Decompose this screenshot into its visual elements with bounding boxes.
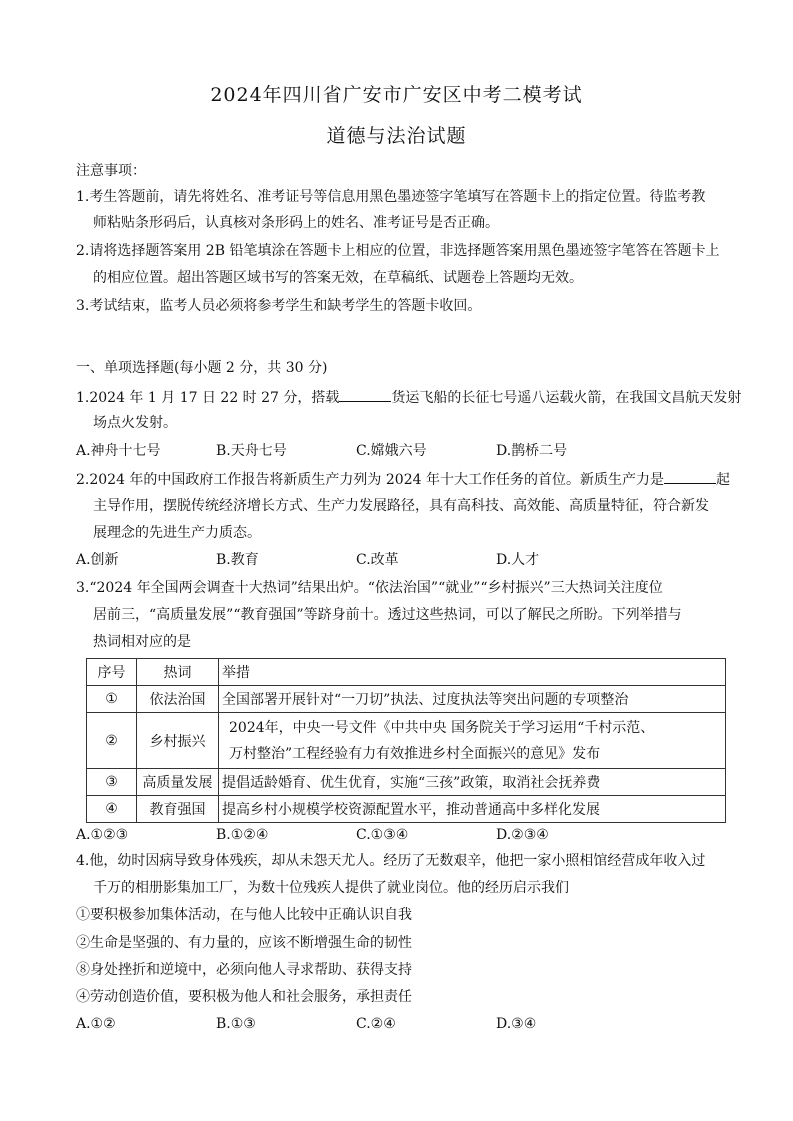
table-cell: 提高乡村小规模学校资源配置水平，推动普通高中多样化发展	[219, 796, 726, 823]
table-row	[87, 769, 726, 796]
table-header-cell: 热词	[137, 659, 219, 686]
table-cell: ②	[87, 713, 137, 769]
option-a[interactable]: A.神舟十七号	[76, 443, 161, 459]
notes-heading: 注意事项：	[76, 163, 146, 179]
question-text: 4.他，幼时因病导致身体残疾，却从未怨天尤人。经历了无数艰辛，他把一家小照相馆经营成年收入过	[76, 853, 706, 869]
table-cell: 全国部署开展针对“一刀切”执法、过度执法等突出问题的专项整治	[219, 686, 726, 713]
option-c[interactable]: C.改革	[356, 552, 399, 568]
table-row	[87, 686, 726, 713]
table-header-row	[87, 659, 726, 686]
question-text: 千万的相册影集加工厂，为数十位残疾人提供了就业岗位。他的经历启示我们	[93, 880, 569, 896]
table-cell	[219, 713, 726, 769]
exam-subtitle: 道德与法治试题	[326, 125, 467, 147]
section-heading: 一、单项选择题(每小题 2 分，共 30 分)	[76, 360, 328, 376]
table-header-cell: 序号	[87, 659, 137, 686]
option-b[interactable]: B.教育	[216, 552, 259, 568]
statement-item: ①要积极参加集体活动，在与他人比较中正确认识自我	[76, 907, 412, 923]
table-cell: 高质量发展	[137, 769, 219, 796]
table-cell: 提倡适龄婚育、优生优育，实施“三孩”政策，取消社会抚养费	[219, 769, 726, 796]
table-row	[87, 796, 726, 823]
exam-title: 2024年四川省广安市广安区中考二模考试	[210, 84, 583, 106]
option-d[interactable]: D.人才	[496, 552, 540, 568]
table-cell: ①	[87, 686, 137, 713]
table-cell: 教育强国	[137, 796, 219, 823]
table-cell-line: 2024年，中央一号文件《中共中央 国务院关于学习运用“千村示范、	[229, 719, 655, 736]
question-text	[76, 469, 730, 490]
option-b[interactable]: B.①②④	[216, 827, 269, 843]
question-text: 3.“2024 年全国两会调查十大热词”结果出炉。“依法治国”“就业”“乡村振兴”三大热词关注度位	[76, 580, 663, 596]
option-b[interactable]: B.天舟七号	[216, 443, 287, 459]
option-a[interactable]: A.①②	[76, 1016, 116, 1032]
option-d[interactable]: D.②③④	[496, 827, 549, 843]
question-text-part: 货运飞船的长征七号遥八运载火箭，在我国文昌航天发射	[391, 390, 742, 406]
answer-blank	[664, 469, 716, 484]
statement-item: ④劳动创造价值，要积极为他人和社会服务，承担责任	[76, 989, 412, 1005]
question-text-part: 起	[715, 472, 730, 488]
question-text-part: 2.2024 年的中国政府工作报告将新质生产力列为 2024 年十大工作任务的首位。新质生产力是	[76, 472, 664, 488]
question-text	[76, 387, 741, 408]
option-d[interactable]: D.③④	[496, 1016, 537, 1032]
option-a[interactable]: A.创新	[76, 552, 119, 568]
table-cell: 依法治国	[137, 686, 219, 713]
option-c[interactable]: C.②④	[356, 1016, 396, 1032]
option-b[interactable]: B.①③	[216, 1016, 256, 1032]
hot-words-table	[86, 658, 726, 823]
statement-item: ⑧身处挫折和逆境中，必须向他人寻求帮助、获得支持	[76, 962, 412, 978]
notes-line: 2.请将选择题答案用 2B 铅笔填涂在答题卡上相应的位置，非选择题答案用黑色墨迹签字笔答在答题卡上	[76, 243, 720, 259]
notes-line: 的相应位置。超出答题区域书写的答案无效，在草稿纸、试题卷上答题均无效。	[93, 270, 583, 286]
notes-line: 1.考生答题前，请先将姓名、准考证号等信息用黑色墨迹签字笔填写在答题卡上的指定位置。待监考教	[76, 189, 706, 205]
option-c[interactable]: C.嫦娥六号	[356, 443, 427, 459]
table-cell: 乡村振兴	[137, 713, 219, 769]
question-text: 热词相对应的是	[93, 634, 191, 650]
answer-blank	[339, 387, 391, 402]
option-c[interactable]: C.①③④	[356, 827, 409, 843]
question-text-part: 1.2024 年 1 月 17 日 22 时 27 分，搭载	[76, 390, 340, 406]
question-text: 场点火发射。	[93, 415, 177, 431]
notes-line: 3.考试结束，监考人员必须将参考学生和缺考学生的答题卡收回。	[76, 298, 482, 314]
notes-line: 师粘贴条形码后，认真核对条形码上的姓名、准考证号是否正确。	[93, 215, 499, 231]
table-cell-line: 万村整治”工程经验有力有效推进乡村全面振兴的意见》发布	[229, 745, 601, 762]
statement-item: ②生命是坚强的、有力量的，应该不断增强生命的韧性	[76, 935, 412, 951]
table-header-cell: 举措	[219, 659, 726, 686]
option-a[interactable]: A.①②③	[76, 827, 129, 843]
table-cell: ③	[87, 769, 137, 796]
question-text: 居前三，“高质量发展”“教育强国”等跻身前十。透过这些热词，可以了解民之所盼。下列举措与	[93, 607, 682, 623]
table-cell: ④	[87, 796, 137, 823]
question-text: 主导作用，摆脱传统经济增长方式、生产力发展路径，具有高科技、高效能、高质量特征，符合新发	[93, 498, 709, 514]
table-row	[87, 713, 726, 769]
option-d[interactable]: D.鹊桥二号	[496, 443, 568, 459]
question-text: 展理念的先进生产力质态。	[93, 525, 261, 541]
